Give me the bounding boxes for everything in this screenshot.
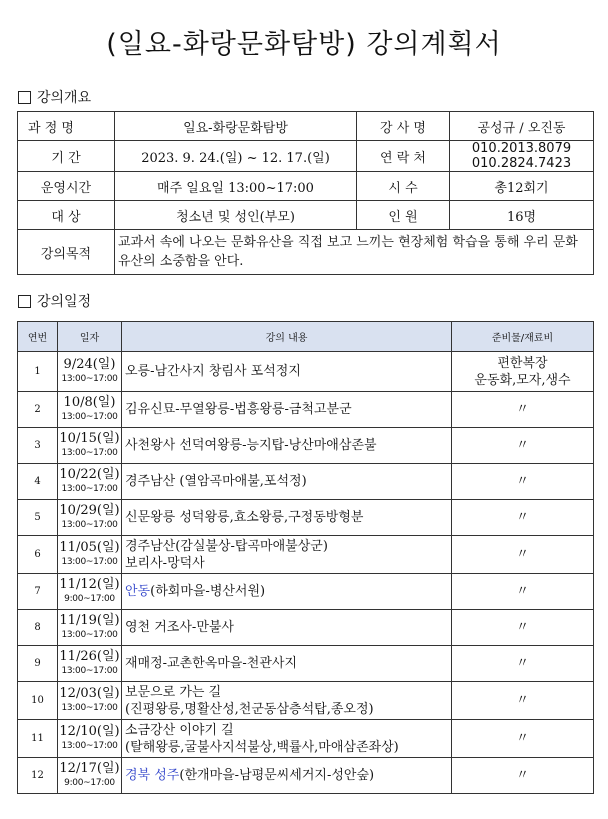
material-text: 〃 <box>515 656 529 671</box>
row-material <box>452 646 594 682</box>
row-date: 11/05(일) <box>59 539 120 555</box>
row-time: 13:00~17:00 <box>61 665 118 676</box>
row-time: 13:00~17:00 <box>61 702 118 713</box>
row-date: 11/26(일) <box>59 648 120 664</box>
row-date-cell <box>58 464 122 500</box>
table-row <box>18 646 594 682</box>
row-date-cell <box>58 352 122 392</box>
row-material <box>452 428 594 464</box>
material-text: 〃 <box>515 731 529 746</box>
row-date-cell <box>58 682 122 720</box>
table-row <box>18 428 594 464</box>
hours-value: 매주 일요일 13:00~17:00 <box>115 172 357 201</box>
table-row <box>18 610 594 646</box>
row-material <box>452 536 594 574</box>
row-number: 2 <box>18 392 58 428</box>
course-value: 일요-화랑문화탐방 <box>115 112 357 141</box>
row-content <box>122 646 452 682</box>
content-highlight: 경북 성주 <box>125 768 180 783</box>
row-time: 9:00~17:00 <box>64 593 115 604</box>
row-content <box>122 536 452 574</box>
row-time: 13:00~17:00 <box>61 629 118 640</box>
row-number: 6 <box>18 536 58 574</box>
people-value: 16명 <box>450 201 594 230</box>
header-material: 준비물/재료비 <box>452 322 594 352</box>
row-date-cell <box>58 392 122 428</box>
row-material <box>452 352 594 392</box>
row-content <box>122 392 452 428</box>
row-date: 12/10(일) <box>59 723 120 739</box>
row-time: 13:00~17:00 <box>61 411 118 422</box>
row-material <box>452 574 594 610</box>
material-text: 〃 <box>515 768 529 783</box>
content-text: (한개마을-남평문씨세거지-성안숲) <box>179 768 375 783</box>
material-text: 〃 <box>515 547 529 562</box>
purpose-label: 강의목적 <box>18 230 115 275</box>
table-row <box>18 112 594 141</box>
page-title: (일요-화랑문화탐방) 강의계획서 <box>106 29 502 60</box>
row-date-cell <box>58 536 122 574</box>
header-date: 일자 <box>58 322 122 352</box>
content-subtext: (진평왕릉,명활산성,천군동삼층석탑,종오정) <box>125 701 374 717</box>
content-text: 오릉-남간사지 창림사 포석정지 <box>125 364 301 379</box>
table-row <box>18 141 594 172</box>
sessions-label: 시 수 <box>357 172 450 201</box>
row-date: 10/29(일) <box>59 502 120 518</box>
row-number: 5 <box>18 500 58 536</box>
row-content <box>122 428 452 464</box>
material-text: 〃 <box>515 474 529 489</box>
schedule-section-heading <box>18 291 91 311</box>
row-content <box>122 682 452 720</box>
section-title: 강의일정 <box>37 294 92 310</box>
table-row <box>18 500 594 536</box>
row-date: 10/15(일) <box>59 430 120 446</box>
content-text: 사천왕사 선덕여왕릉-능지탑-낭산마애삼존불 <box>125 438 377 453</box>
table-row <box>18 758 594 794</box>
target-value: 청소년 및 성인(부모) <box>115 201 357 230</box>
row-number: 4 <box>18 464 58 500</box>
row-date-cell <box>58 428 122 464</box>
header-no: 연번 <box>18 322 58 352</box>
content-subtext: 보리사-망덕사 <box>125 555 205 571</box>
row-date: 12/03(일) <box>59 685 120 701</box>
row-time: 13:00~17:00 <box>61 447 118 458</box>
row-number: 10 <box>18 682 58 720</box>
people-label: 인 원 <box>357 201 450 230</box>
material-text: 〃 <box>515 438 529 453</box>
purpose-value: 교과서 속에 나오는 문화유산을 직접 보고 느끼는 현장체험 학습을 통해 우리 문화유산의 소중함을 안다. <box>115 230 594 275</box>
row-date: 11/19(일) <box>59 612 120 628</box>
schedule-table <box>17 321 594 794</box>
sessions-value: 총12회기 <box>450 172 594 201</box>
table-row <box>18 352 594 392</box>
row-date-cell <box>58 720 122 758</box>
content-subtext: (탈해왕릉,굴불사지석불상,백률사,마애삼존좌상) <box>125 739 399 755</box>
contact-phone-1: 010.2013.8079 <box>471 141 572 156</box>
course-label: 과 정 명 <box>18 112 115 141</box>
row-material <box>452 464 594 500</box>
content-text: (하회마을-병산서원) <box>150 584 266 599</box>
row-number: 3 <box>18 428 58 464</box>
table-row <box>18 720 594 758</box>
checkbox-square-icon <box>18 91 31 104</box>
hours-label: 운영시간 <box>18 172 115 201</box>
overview-section-heading <box>18 87 91 107</box>
row-number: 7 <box>18 574 58 610</box>
row-material <box>452 610 594 646</box>
row-time: 13:00~17:00 <box>61 556 118 567</box>
row-content <box>122 464 452 500</box>
content-text: 재매정-교촌한옥마을-천관사지 <box>125 656 298 671</box>
contact-label: 연 락 처 <box>357 141 450 172</box>
instructor-label: 강 사 명 <box>357 112 450 141</box>
row-material <box>452 720 594 758</box>
material-text: 〃 <box>515 584 529 599</box>
row-number: 9 <box>18 646 58 682</box>
row-time: 13:00~17:00 <box>61 373 118 384</box>
instructor-value: 공성규 / 오진동 <box>450 112 594 141</box>
material-text: 〃 <box>515 402 529 417</box>
table-row <box>18 574 594 610</box>
row-time: 13:00~17:00 <box>61 519 118 530</box>
row-date-cell <box>58 646 122 682</box>
content-text: 김유신묘-무열왕릉-법흥왕릉-금척고분군 <box>125 402 352 417</box>
table-row <box>18 536 594 574</box>
content-text: 신문왕릉 성덕왕릉,효소왕릉,구정동방형분 <box>125 510 364 525</box>
row-material <box>452 682 594 720</box>
table-row <box>18 682 594 720</box>
content-text: 경주남산(감실불상-탑곡마애불상군) <box>125 538 328 554</box>
row-content <box>122 500 452 536</box>
row-time: 9:00~17:00 <box>64 777 115 788</box>
row-date: 12/17(일) <box>59 760 120 776</box>
content-text: 소금강산 이야기 길 <box>125 722 234 738</box>
material-subtext: 운동화,모자,생수 <box>474 372 571 388</box>
row-date: 10/8(일) <box>63 394 116 410</box>
row-date-cell <box>58 758 122 794</box>
row-material <box>452 500 594 536</box>
row-date: 11/12(일) <box>59 576 120 592</box>
header-content: 강의 내용 <box>122 322 452 352</box>
row-date-cell <box>58 610 122 646</box>
material-text: 〃 <box>515 693 529 708</box>
row-material <box>452 758 594 794</box>
material-text: 〃 <box>515 620 529 635</box>
table-row <box>18 172 594 201</box>
row-date-cell <box>58 500 122 536</box>
period-value: 2023. 9. 24.(일) ~ 12. 17.(일) <box>115 141 357 172</box>
row-material <box>452 392 594 428</box>
material-text: 편한복장 <box>497 355 548 371</box>
row-time: 13:00~17:00 <box>61 483 118 494</box>
table-row <box>18 464 594 500</box>
row-date: 10/22(일) <box>59 466 120 482</box>
table-row <box>18 201 594 230</box>
period-label: 기 간 <box>18 141 115 172</box>
content-text: 보문으로 가는 길 <box>125 684 222 700</box>
row-content <box>122 610 452 646</box>
row-number: 11 <box>18 720 58 758</box>
material-text: 〃 <box>515 510 529 525</box>
table-row <box>18 392 594 428</box>
row-content <box>122 720 452 758</box>
row-time: 13:00~17:00 <box>61 740 118 751</box>
content-text: 영천 거조사-만불사 <box>125 620 234 635</box>
table-header-row <box>18 322 594 352</box>
contact-value <box>450 141 594 172</box>
overview-table <box>17 111 594 275</box>
target-label: 대 상 <box>18 201 115 230</box>
row-number: 8 <box>18 610 58 646</box>
content-highlight: 안동 <box>125 584 151 599</box>
row-date: 9/24(일) <box>63 356 116 372</box>
row-date-cell <box>58 574 122 610</box>
section-title: 강의개요 <box>37 90 92 106</box>
table-row <box>18 230 594 275</box>
row-content <box>122 352 452 392</box>
checkbox-square-icon <box>18 295 31 308</box>
content-text: 경주남산 (열암곡마애불,포석정) <box>125 474 307 489</box>
row-number: 1 <box>18 352 58 392</box>
contact-phone-2: 010.2824.7423 <box>471 156 572 171</box>
row-content <box>122 758 452 794</box>
row-number: 12 <box>18 758 58 794</box>
row-content <box>122 574 452 610</box>
